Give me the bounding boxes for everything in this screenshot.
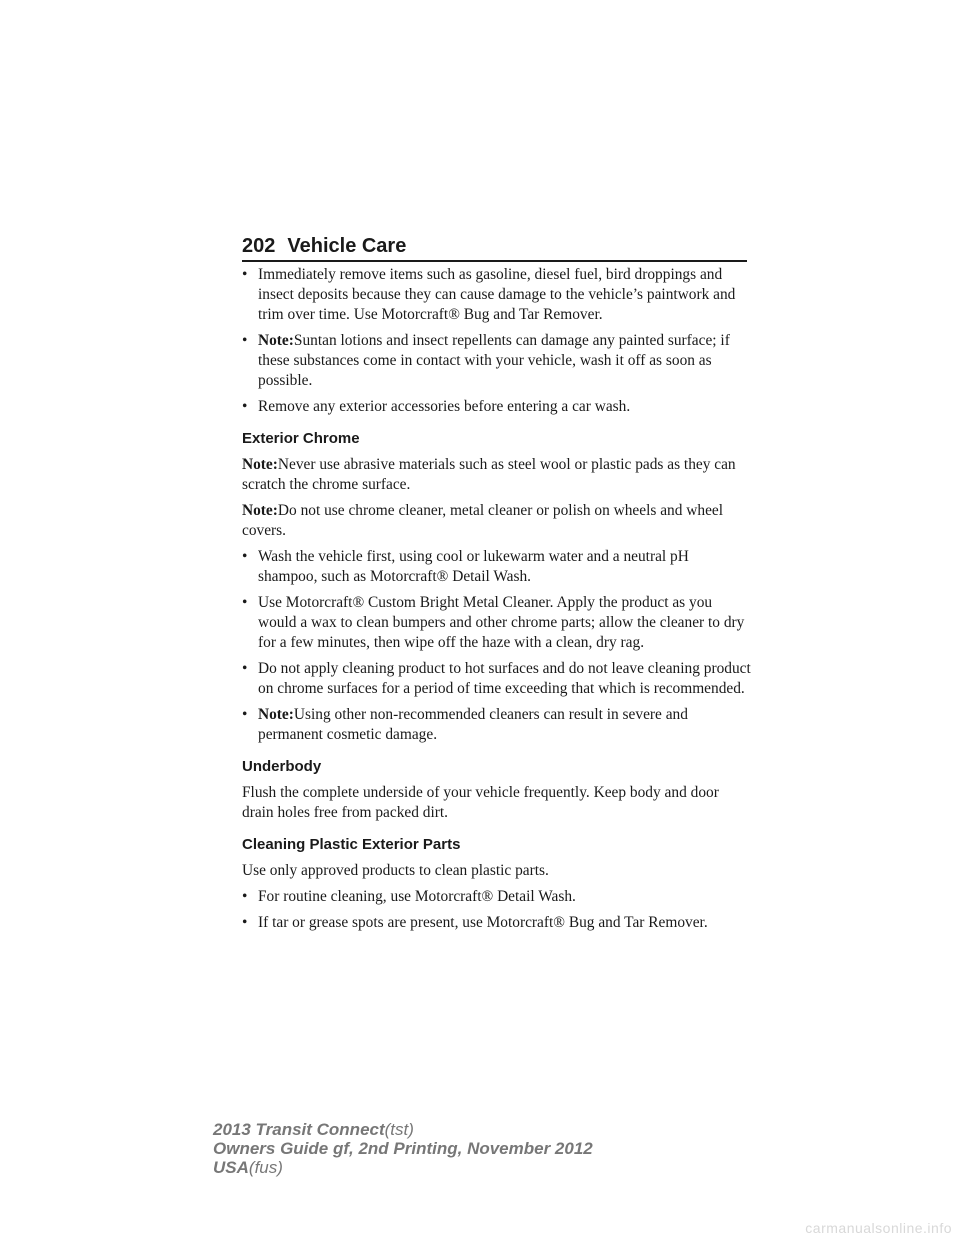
footer-line-model <box>213 1120 593 1139</box>
list-item-text: Immediately remove items such as gasoline, diesel fuel, bird droppings and insect deposits because they can cause damage to the vehicle’s paintwork and trim over time. Use Motorcraft® Bug and Tar Remover. <box>258 266 736 323</box>
page-content <box>242 265 752 939</box>
bullet-icon: • <box>242 888 248 905</box>
list-item <box>242 659 752 699</box>
footer-market-code: (fus) <box>248 1158 283 1177</box>
list-item <box>242 397 752 417</box>
footer-market: USA <box>213 1158 249 1177</box>
list-item-text <box>258 705 752 745</box>
footer-model-code: (tst) <box>384 1120 414 1139</box>
list-item-text <box>258 331 752 391</box>
note-text: Do not use chrome cleaner, metal cleaner or polish on wheels and wheel covers. <box>242 502 724 539</box>
bullet-icon: • <box>242 660 248 677</box>
document-footer <box>213 1120 593 1177</box>
footer-edition: Owners Guide gf, 2nd Printing, November 2012 <box>213 1139 593 1158</box>
page-header <box>242 230 747 262</box>
list-item-text: Remove any exterior accessories before entering a car wash. <box>258 398 631 415</box>
bullet-icon: • <box>242 398 248 415</box>
note-text: Using other non-recommended cleaners can result in severe and permanent cosmetic damage. <box>258 706 688 743</box>
note-label: Note: <box>242 456 278 473</box>
watermark: carmanualsonline.info <box>805 1220 952 1236</box>
list-item-text: For routine cleaning, use Motorcraft® Detail Wash. <box>258 888 576 905</box>
footer-line-market <box>213 1158 593 1177</box>
bullet-icon: • <box>242 332 248 349</box>
plastic-parts-intro: Use only approved products to clean plastic parts. <box>242 862 549 879</box>
list-item <box>242 705 752 745</box>
note-label: Note: <box>258 706 294 723</box>
list-item <box>242 887 752 907</box>
list-item-text: Wash the vehicle first, using cool or lukewarm water and a neutral pH shampoo, such as Motorcraft® Detail Wash. <box>258 548 689 585</box>
section-heading-underbody: Underbody <box>242 758 322 775</box>
note-label: Note: <box>258 332 294 349</box>
note-paragraph <box>242 501 752 541</box>
page-number: 202 <box>242 235 276 257</box>
list-item-text: Do not apply cleaning product to hot surfaces and do not leave cleaning product on chrome surfaces for a period of time exceeding that which is recommended. <box>258 660 751 697</box>
list-item <box>242 913 752 933</box>
bullet-icon: • <box>242 594 248 611</box>
section-heading-exterior-chrome: Exterior Chrome <box>242 430 360 447</box>
underbody-paragraph: Flush the complete underside of your vehicle frequently. Keep body and door drain holes free from packed dirt. <box>242 784 719 821</box>
list-item-text: If tar or grease spots are present, use Motorcraft® Bug and Tar Remover. <box>258 914 708 931</box>
note-paragraph <box>242 455 752 495</box>
note-text: Never use abrasive materials such as steel wool or plastic pads as they can scratch the chrome surface. <box>242 456 736 493</box>
list-item <box>242 331 752 391</box>
bullet-icon: • <box>242 914 248 931</box>
bullet-icon: • <box>242 706 248 723</box>
note-text: Suntan lotions and insect repellents can damage any painted surface; if these substances come in contact with your vehicle, wash it off as soon as possible. <box>258 332 730 389</box>
list-item <box>242 265 752 325</box>
list-item-text: Use Motorcraft® Custom Bright Metal Cleaner. Apply the product as you would a wax to clean bumpers and other chrome parts; allow the cleaner to dry for a few minutes, then wipe off the haze with a clean, dry rag. <box>258 594 745 651</box>
list-item <box>242 547 752 587</box>
list-item <box>242 593 752 653</box>
section-heading-plastic-parts: Cleaning Plastic Exterior Parts <box>242 836 461 853</box>
bullet-icon: • <box>242 548 248 565</box>
footer-model: 2013 Transit Connect <box>213 1120 385 1139</box>
section-title: Vehicle Care <box>287 235 407 257</box>
bullet-icon: • <box>242 266 248 283</box>
note-label: Note: <box>242 502 278 519</box>
